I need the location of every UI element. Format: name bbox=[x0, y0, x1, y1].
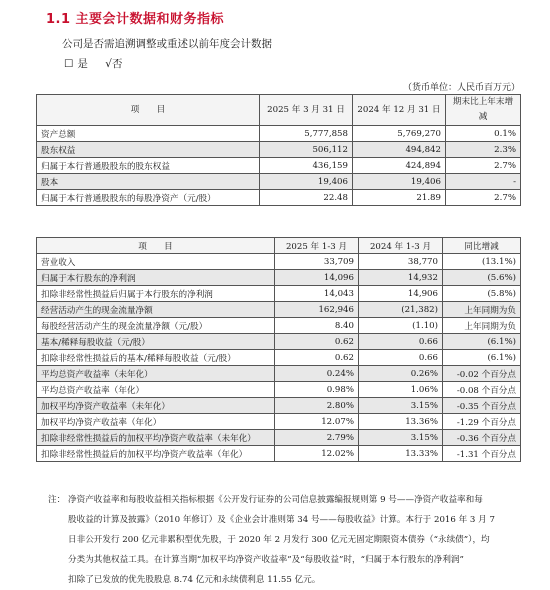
cell-value: 5,777,858 bbox=[260, 126, 353, 142]
table-row bbox=[37, 318, 521, 334]
table-row bbox=[37, 174, 521, 190]
table-row bbox=[37, 142, 521, 158]
table-row bbox=[37, 414, 521, 430]
cell-value: (1.10) bbox=[359, 318, 443, 334]
cell-value: -0.08 个百分点 bbox=[443, 382, 521, 398]
footnote-line: 分类为其他权益工具。在计算当期“加权平均净资产收益率”及“每股收益”时，“归属于本行股东的净利润” bbox=[68, 555, 464, 565]
table-row bbox=[37, 366, 521, 382]
row-label: 股东权益 bbox=[37, 142, 260, 158]
column-header: 2025 年 1-3 月 bbox=[275, 238, 359, 254]
row-label: 归属于本行普通股股东的每股净资产（元/股） bbox=[37, 190, 260, 206]
checkmark-icon: √ bbox=[105, 58, 112, 70]
table-row bbox=[37, 398, 521, 414]
cell-value: 436,159 bbox=[260, 158, 353, 174]
table-row bbox=[37, 286, 521, 302]
row-label: 基本/稀释每股收益（元/股） bbox=[37, 334, 275, 350]
cell-value: 0.98% bbox=[275, 382, 359, 398]
cell-value: 0.1% bbox=[446, 126, 521, 142]
cell-value: -0.02 个百分点 bbox=[443, 366, 521, 382]
cell-value: 21.89 bbox=[353, 190, 446, 206]
table-header-row bbox=[37, 95, 521, 126]
footnote-label: 注： bbox=[48, 495, 66, 505]
cell-value: 0.62 bbox=[275, 334, 359, 350]
column-header: 2024 年 1-3 月 bbox=[359, 238, 443, 254]
checkbox-empty-icon: ☐ bbox=[64, 58, 74, 70]
column-header: 2024 年 12 月 31 日 bbox=[353, 95, 446, 126]
cell-value: 0.66 bbox=[359, 334, 443, 350]
cell-value: (6.1%) bbox=[443, 334, 521, 350]
column-header: 2025 年 3 月 31 日 bbox=[260, 95, 353, 126]
row-label: 加权平均净资产收益率（未年化） bbox=[37, 398, 275, 414]
row-label: 加权平均净资产收益率（年化） bbox=[37, 414, 275, 430]
footnote-line: 股收益的计算及披露》（2010 年修订）及《企业会计准则第 34 号——每股收益》计算。本行于 2016 年 3 月 7 bbox=[68, 515, 495, 525]
table-row bbox=[37, 446, 521, 462]
row-label: 归属于本行普通股股东的股东权益 bbox=[37, 158, 260, 174]
cell-value: 2.80% bbox=[275, 398, 359, 414]
cell-value: 上年同期为负 bbox=[443, 318, 521, 334]
row-label: 营业收入 bbox=[37, 254, 275, 270]
table-row bbox=[37, 350, 521, 366]
cell-value: 2.7% bbox=[446, 158, 521, 174]
table-row bbox=[37, 334, 521, 350]
cell-value: 13.33% bbox=[359, 446, 443, 462]
column-header: 期末比上年末增减 bbox=[446, 95, 521, 126]
row-label: 扣除非经常性损益后的基本/稀释每股收益（元/股） bbox=[37, 350, 275, 366]
section-heading: 1.1 主要会计数据和财务指标 bbox=[46, 12, 225, 27]
cell-value: 19,406 bbox=[353, 174, 446, 190]
cell-value: 0.24% bbox=[275, 366, 359, 382]
cell-value: 494,842 bbox=[353, 142, 446, 158]
income-table bbox=[36, 237, 521, 462]
column-header: 项 目 bbox=[37, 95, 260, 126]
cell-value: 12.07% bbox=[275, 414, 359, 430]
cell-value: 33,709 bbox=[275, 254, 359, 270]
row-label: 每股经营活动产生的现金流量净额（元/股） bbox=[37, 318, 275, 334]
currency-unit: （货币单位：人民币百万元） bbox=[402, 83, 520, 93]
option-yes-label: 是 bbox=[77, 58, 88, 70]
cell-value: 14,096 bbox=[275, 270, 359, 286]
footnote-body bbox=[68, 490, 530, 590]
cell-value: 506,112 bbox=[260, 142, 353, 158]
table-row bbox=[37, 430, 521, 446]
cell-value: 12.02% bbox=[275, 446, 359, 462]
cell-value: 14,932 bbox=[359, 270, 443, 286]
cell-value: - bbox=[446, 174, 521, 190]
table-row bbox=[37, 254, 521, 270]
row-label: 归属于本行股东的净利润 bbox=[37, 270, 275, 286]
cell-value: 上年同期为负 bbox=[443, 302, 521, 318]
row-label: 扣除非经常性损益后的加权平均净资产收益率（未年化） bbox=[37, 430, 275, 446]
cell-value: 3.15% bbox=[359, 430, 443, 446]
cell-value: 38,770 bbox=[359, 254, 443, 270]
cell-value: 3.15% bbox=[359, 398, 443, 414]
cell-value: -1.31 个百分点 bbox=[443, 446, 521, 462]
cell-value: (5.8%) bbox=[443, 286, 521, 302]
table-row bbox=[37, 302, 521, 318]
row-label: 股本 bbox=[37, 174, 260, 190]
row-label: 扣除非经常性损益后归属于本行股东的净利润 bbox=[37, 286, 275, 302]
cell-value: -0.36 个百分点 bbox=[443, 430, 521, 446]
cell-value: 5,769,270 bbox=[353, 126, 446, 142]
balance-table bbox=[36, 94, 521, 206]
footnote bbox=[48, 490, 530, 590]
column-header: 同比增减 bbox=[443, 238, 521, 254]
footnote-line: 扣除了已发放的优先股股息 8.74 亿元和永续债利息 11.55 亿元。 bbox=[68, 575, 321, 585]
cell-value: -0.35 个百分点 bbox=[443, 398, 521, 414]
row-label: 平均总资产收益率（未年化） bbox=[37, 366, 275, 382]
cell-value: 0.62 bbox=[275, 350, 359, 366]
cell-value: (13.1%) bbox=[443, 254, 521, 270]
cell-value: 8.40 bbox=[275, 318, 359, 334]
cell-value: 2.7% bbox=[446, 190, 521, 206]
cell-value: 2.3% bbox=[446, 142, 521, 158]
table-header-row bbox=[37, 238, 521, 254]
cell-value: 0.26% bbox=[359, 366, 443, 382]
cell-value: (21,382) bbox=[359, 302, 443, 318]
option-no-label: 否 bbox=[111, 58, 123, 70]
footnote-line: 日非公开发行 200 亿元非累积型优先股，于 2020 年 2 月发行 300 亿元无固定期限资本债券（“永续债”），均 bbox=[68, 535, 490, 545]
cell-value: 13.36% bbox=[359, 414, 443, 430]
restatement-question: 公司是否需追溯调整或重述以前年度会计数据 bbox=[62, 38, 272, 50]
column-header: 项 目 bbox=[37, 238, 275, 254]
table-row bbox=[37, 270, 521, 286]
cell-value: 1.06% bbox=[359, 382, 443, 398]
table-row bbox=[37, 190, 521, 206]
cell-value: 22.48 bbox=[260, 190, 353, 206]
row-label: 经营活动产生的现金流量净额 bbox=[37, 302, 275, 318]
cell-value: (5.6%) bbox=[443, 270, 521, 286]
cell-value: 19,406 bbox=[260, 174, 353, 190]
table-row bbox=[37, 158, 521, 174]
cell-value: 2.79% bbox=[275, 430, 359, 446]
table-row bbox=[37, 382, 521, 398]
cell-value: 162,946 bbox=[275, 302, 359, 318]
cell-value: 0.66 bbox=[359, 350, 443, 366]
footnote-line: 净资产收益率和每股收益相关指标根据《公开发行证券的公司信息披露编报规则第 9 号——净资产收益率和每 bbox=[68, 495, 483, 505]
cell-value: 424,894 bbox=[353, 158, 446, 174]
table-row bbox=[37, 126, 521, 142]
cell-value: 14,043 bbox=[275, 286, 359, 302]
row-label: 资产总额 bbox=[37, 126, 260, 142]
cell-value: -1.29 个百分点 bbox=[443, 414, 521, 430]
cell-value: 14,906 bbox=[359, 286, 443, 302]
row-label: 平均总资产收益率（年化） bbox=[37, 382, 275, 398]
row-label: 扣除非经常性损益后的加权平均净资产收益率（年化） bbox=[37, 446, 275, 462]
cell-value: (6.1%) bbox=[443, 350, 521, 366]
restatement-options bbox=[64, 56, 126, 71]
